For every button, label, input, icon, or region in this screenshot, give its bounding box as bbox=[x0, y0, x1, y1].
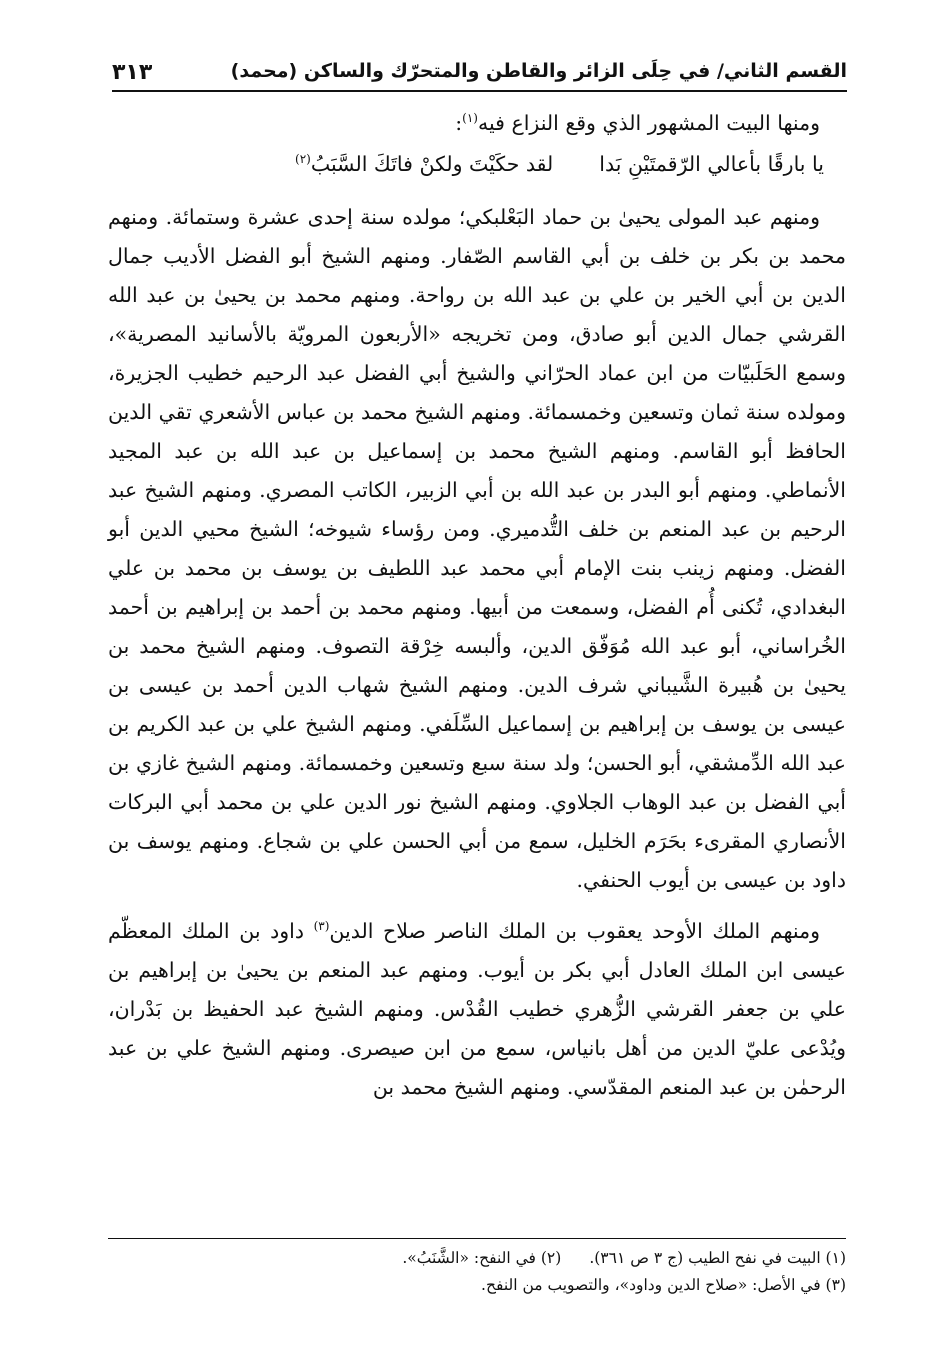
footnote-line-2 bbox=[108, 1272, 846, 1299]
footnote-marker-3: (٣) bbox=[313, 919, 330, 934]
verse-second-hemistich bbox=[295, 145, 553, 184]
running-header bbox=[112, 52, 847, 92]
intro-text: ومنها البيت المشهور الذي وقع النزاع فيه bbox=[477, 111, 820, 135]
paragraph-1: ومنهم عبد المولى يحيىٰ بن حماد البَعْلبكي؛ مولده سنة إحدى عشرة وستمائة. ومنهم محمد بن بكر بن خلف بن أبي القاسم الصّفار. ومنهم الشيخ أبو الفضل الأديب جمال الدين بن أبي الخير بن علي بن عبد الله بن رواحة. ومنهم محمد بن يحيىٰ بن عبد الله القرشي جمال الدين أبو صادق، ومن تخريجه «الأربعون المرويّة بالأسانيد المصرية»، وسمع الحَلَبيّات من ابن عماد الحرّاني والشيخ أبي الفضل عبد الرحيم خطيب الجزيرة، ومولده سنة ثمان وتسعين وخمسمائة. ومنهم الشيخ محمد بن عباس الأشعري تقي الدين الحافظ أبو القاسم. ومنهم الشيخ محمد بن إسماعيل بن عبد الله بن عبد المجيد الأنماطي. ومنهم أبو البدر بن عبد الله بن أبي الزبير، الكاتب المصري. ومنهم الشيخ عبد الرحيم بن عبد المنعم بن خلف التُّدميري. ومن رؤساء شيوخه؛ الشيخ محيي الدين أبو الفضل. ومنهم زينب بنت الإمام أبي محمد عبد اللطيف بن يوسف بن محمد بن علي البغدادي، تُكنى أُم الفضل، وسمعت من أبيها. ومنهم محمد بن أحمد بن إبراهيم بن أحمد الخُراساني، أبو عبد الله مُوَفّق الدين، وألبسه خِرْقة التصوف. ومنهم الشيخ محمد بن يحيىٰ بن هُبيرة الشَّيباني شرف الدين. ومنهم الشيخ شهاب الدين أحمد بن عيسى بن عيسى بن يوسف بن إبراهيم بن إسماعيل السِّلَفي. ومنهم الشيخ علي بن عبد الكريم بن عبد الله الدِّمشقي، أبو الحسن؛ ولد سنة سبع وتسعين وخمسمائة. ومنهم الشيخ غازي بن أبي الفضل بن عبد الوهاب الجلاوي. ومنهم الشيخ نور الدين علي بن محمد أبي البركات الأنصاري المقرىء بحَرَم الخليل، سمع من أبي الحسن علي بن شجاع. ومنهم يوسف بن داود بن عيسى بن أيوب الحنفي. bbox=[108, 205, 846, 892]
footnote-marker-1: (١) bbox=[462, 111, 478, 126]
paragraph-2-start: ومنهم الملك الأوحد يعقوب بن الملك الناصر صلاح الدين bbox=[329, 919, 820, 943]
poetry-verse bbox=[108, 145, 846, 184]
footnotes bbox=[108, 1238, 846, 1299]
paragraph-2-rest: داود بن الملك المعظّم عيسى ابن الملك العادل أبي بكر بن أيوب. ومنهم عبد المنعم بن يحيىٰ بن إبراهيم بن علي بن جعفر القرشي الزُّهري خطيب القُدْس. ومنهم الشيخ عبد الحفيظ بن بَدْران، ويُدْعى عليّ الدين من أهل بانياس، سمع من ابن صيصرى. ومنهم الشيخ علي بن عبد الرحمٰن بن عبد المنعم المقدّسي. ومنهم الشيخ محمد بن bbox=[108, 919, 846, 1099]
running-title: القسم الثاني/ في حِلَى الزائر والقاطن والمتحرّك والساكن (محمد) bbox=[230, 60, 847, 82]
intro-colon: : bbox=[455, 111, 463, 135]
main-text bbox=[108, 104, 846, 1107]
footnote-marker-2: (٢) bbox=[295, 152, 311, 167]
footnote-1: (١) البيت في نفح الطيب (ج ٣ ص ٣٦١). bbox=[589, 1249, 846, 1267]
footnote-line-1 bbox=[108, 1245, 846, 1272]
footnote-3: (٣) في الأصل: «صلاح الدين وداود»، والتصويب من النفح. bbox=[481, 1276, 846, 1294]
verse-first-hemistich: يا بارقًا بأعالي الرّقمتَيْنِ بَدا bbox=[599, 152, 824, 176]
footnote-2: (٢) في النفح: «الشَّنَبُ». bbox=[402, 1249, 562, 1267]
intro-line bbox=[108, 104, 846, 143]
paragraph-2 bbox=[108, 912, 846, 1107]
verse-second-text: لقد حكَيْتَ ولكنْ فاتَكَ السَّبَبُ bbox=[310, 152, 554, 176]
page-number: ٣١٣ bbox=[112, 60, 153, 85]
